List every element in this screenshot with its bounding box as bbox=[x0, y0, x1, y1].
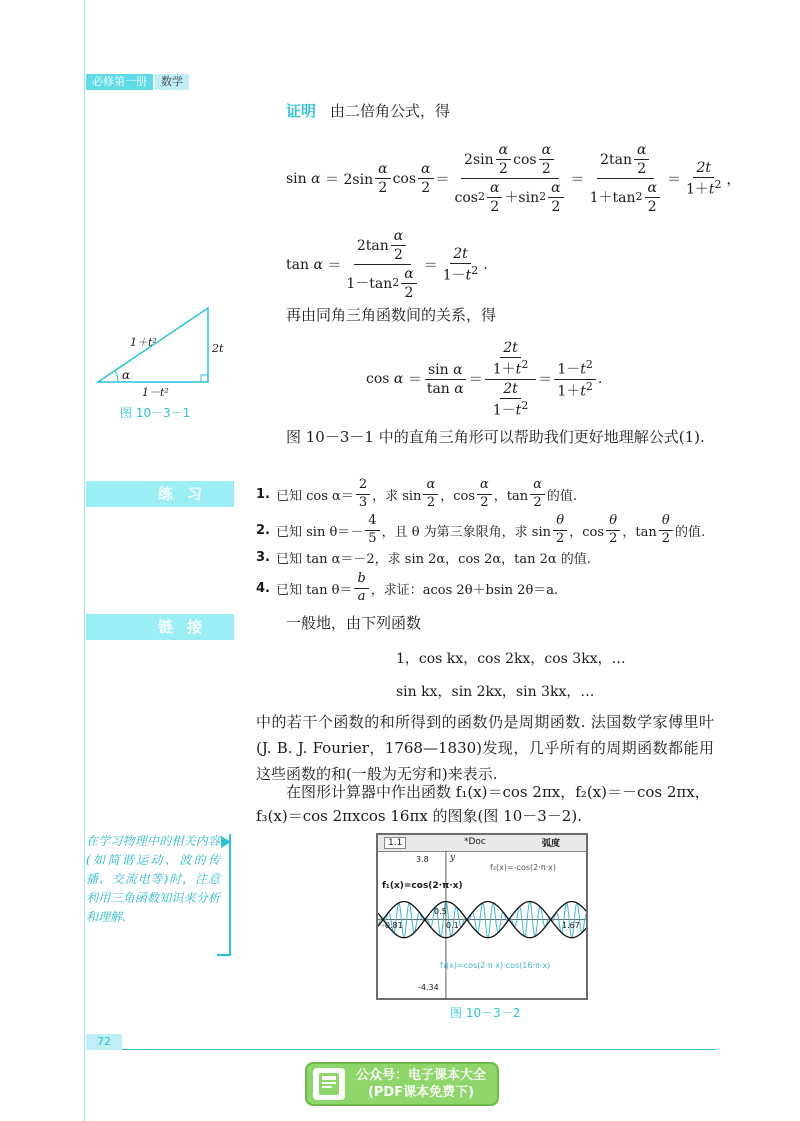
proof-intro-line bbox=[286, 98, 450, 124]
exercise-2-text-b: ，且 θ 为第三象限角，求 sin bbox=[381, 524, 551, 540]
equation-sin: sin α ＝ 2sin $\frac{\alpha}{2}$ cos $\frac{\alpha}{2}$ ＝ 2sin $\frac{\alpha}{2}$ cos $\frac{\alpha}{2}$ cos 2 $\frac{\alpha}{2}$ ＋sin 2 $\frac{\alpha}{2}$ ＝ 2tan $\frac{\alpha}{2}$ 1＋tan 2 $\frac{\alpha}{2}$ ＝ $\frac{2t}{1+t^2}$ ， bbox=[286, 142, 741, 216]
figure-reference: 图 10－3－1 中的直角三角形可以帮助我们更好地理解公式(1). bbox=[286, 428, 705, 446]
margin-note: 在学习物理中的相关内容(如简谐运动、波的传播、交流电等)时，注意利用三角函数知识来分析和理解. bbox=[86, 834, 220, 924]
sine-series: sin kx，sin 2kx，sin 3kx，… bbox=[396, 684, 595, 700]
exercise-1-text-d: ，tan bbox=[493, 488, 529, 504]
book-tag: 必修第一册 bbox=[86, 74, 153, 90]
exercise-2-text-e: 的值. bbox=[674, 524, 706, 540]
right-triangle-figure bbox=[92, 300, 222, 390]
watermark-text bbox=[345, 1067, 497, 1101]
y-mid-label: 0.5 bbox=[434, 907, 447, 916]
equation-cos: cos α ＝ $\frac{\text{sin α}}{\text{tan α}}$ ＝ $\frac{\frac{2t}{1+t^2}}{\frac{2t}{1-t^2}}$ ＝ $\frac{1-t^2}{1+t^2}$ . bbox=[366, 340, 603, 419]
proof-lead: 证明 bbox=[286, 102, 317, 120]
exercise-1-text-e: 的值. bbox=[546, 488, 578, 504]
book-logo-icon bbox=[313, 1068, 345, 1100]
exercise-4-text-b: ，求证：acos 2θ＋bsin 2θ＝a. bbox=[370, 582, 559, 598]
page-number: 72 bbox=[86, 1034, 122, 1050]
link-intro: 一般地，由下列函数 bbox=[286, 614, 422, 632]
cosine-series: 1，cos kx，cos 2kx，cos 3kx，… bbox=[396, 651, 626, 667]
exercise-1-number: 1. bbox=[256, 486, 270, 502]
equation-tan: tan α ＝ 2tan $\frac{\alpha}{2}$ 1－tan 2 $\frac{\alpha}{2}$ ＝ $\frac{2t}{1-t^2}$ . bbox=[286, 228, 488, 302]
calculator-doc[interactable]: *Doc bbox=[464, 837, 486, 847]
exercise-2-text-a: 已知 sin θ＝－ bbox=[275, 524, 364, 540]
subject-tag: 数学 bbox=[155, 74, 189, 90]
link-label: 链接 bbox=[86, 614, 234, 640]
graphing-calculator-screen bbox=[376, 833, 588, 1000]
x-min-label: -0.81 bbox=[382, 921, 403, 930]
exercise-2-number: 2. bbox=[256, 522, 270, 538]
y-axis-label: y bbox=[450, 853, 456, 863]
calculator-tab[interactable]: 1.1 bbox=[384, 837, 406, 849]
watermark-line1: 公众号：电子课本大全 bbox=[355, 1068, 486, 1083]
calculator-caption: 图 10－3－2 bbox=[450, 1006, 521, 1020]
f2-label: f₂(x)=-cos(2·π·x) bbox=[490, 863, 557, 872]
exercise-1-text-b: ，求 sin bbox=[372, 488, 422, 504]
exercise-2: 2. 已知 sin θ＝－ $\frac{4}{5}$ ，且 θ 为第三象限角，求 sin $\frac{\theta}{2}$ ，cos $\frac{\theta}{2}$ ，tan $\frac{\theta}{2}$ 的值. bbox=[256, 513, 706, 546]
exercise-4-number: 4. bbox=[256, 580, 270, 596]
calculator-mode: 弧度 bbox=[542, 839, 561, 849]
margin-note-bracket bbox=[217, 834, 231, 956]
relation-intro: 再由同角三角函数间的关系，得 bbox=[286, 306, 497, 324]
triangle-caption: 图 10－3－1 bbox=[120, 406, 191, 420]
graph-intro-line2: f₃(x)＝cos 2πxcos 16πx 的图象(图 10－3－2). bbox=[256, 807, 582, 825]
x-max-label: 1.67 bbox=[562, 921, 580, 930]
x-mid-label: 0.1 bbox=[446, 921, 459, 930]
exercise-4-text-a: 已知 tan θ＝ bbox=[275, 582, 353, 598]
triangle-angle-label: α bbox=[122, 368, 131, 382]
margin-note-arrow-icon bbox=[221, 836, 231, 848]
calculator-graph bbox=[378, 851, 586, 998]
exercise-4: 4. 已知 tan θ＝ $\frac{b}{a}$ ，求证：acos 2θ＋bsin 2θ＝a. bbox=[256, 571, 559, 604]
exercise-2-text-d: ，tan bbox=[622, 524, 657, 540]
f3-label: f₃(x)=cos(2·π·x)·cos(16·π·x) bbox=[440, 961, 551, 970]
exercise-1-text-c: ，cos bbox=[440, 488, 475, 504]
exercise-1: 1. 已知 cos α＝ $\frac{2}{3}$ ，求 sin $\frac{\alpha}{2}$ ，cos $\frac{\alpha}{2}$ ，tan $\frac{\alpha}{2}$ 的值. bbox=[256, 477, 578, 510]
calculator-toolbar bbox=[378, 835, 586, 852]
chapter-tag bbox=[86, 74, 189, 90]
proof-intro: 由二倍角公式，得 bbox=[330, 102, 451, 120]
triangle-hypotenuse-label: 1＋t² bbox=[130, 336, 157, 349]
watermark-badge bbox=[305, 1062, 499, 1106]
exercise-3 bbox=[256, 548, 591, 567]
graph-intro-line1: 在图形计算器中作出函数 f₁(x)＝cos 2πx，f₂(x)＝－cos 2πx， bbox=[286, 783, 710, 801]
y-min-label: -4.34 bbox=[418, 983, 439, 992]
triangle-opposite-label: 2t bbox=[212, 342, 224, 355]
f1-label: f₁(x)=cos(2·π·x) bbox=[382, 881, 463, 891]
y-max-label: 3.8 bbox=[416, 855, 429, 864]
exercise-1-text-a: 已知 cos α＝ bbox=[275, 488, 354, 504]
triangle-adjacent-label: 1－t² bbox=[142, 386, 169, 399]
fourier-paragraph: 中的若干个函数的和所得到的函数仍是周期函数. 法国数学家傅里叶(J. B. J. Fourier，1768—1830)发现，几乎所有的周期函数都能用这些函数的和(一般为无穷和)来表示. bbox=[256, 713, 714, 783]
exercise-label: 练习 bbox=[86, 481, 234, 507]
exercise-2-text-c: ，cos bbox=[569, 524, 605, 540]
exercise-3-number: 3. bbox=[256, 550, 270, 565]
footer-line bbox=[86, 1049, 716, 1050]
exercise-3-text: 已知 tan α＝－2，求 sin 2α，cos 2α，tan 2α 的值. bbox=[275, 552, 591, 567]
page-margin-line bbox=[84, 0, 85, 1121]
watermark-line2: (PDF课本免费下) bbox=[367, 1085, 475, 1100]
